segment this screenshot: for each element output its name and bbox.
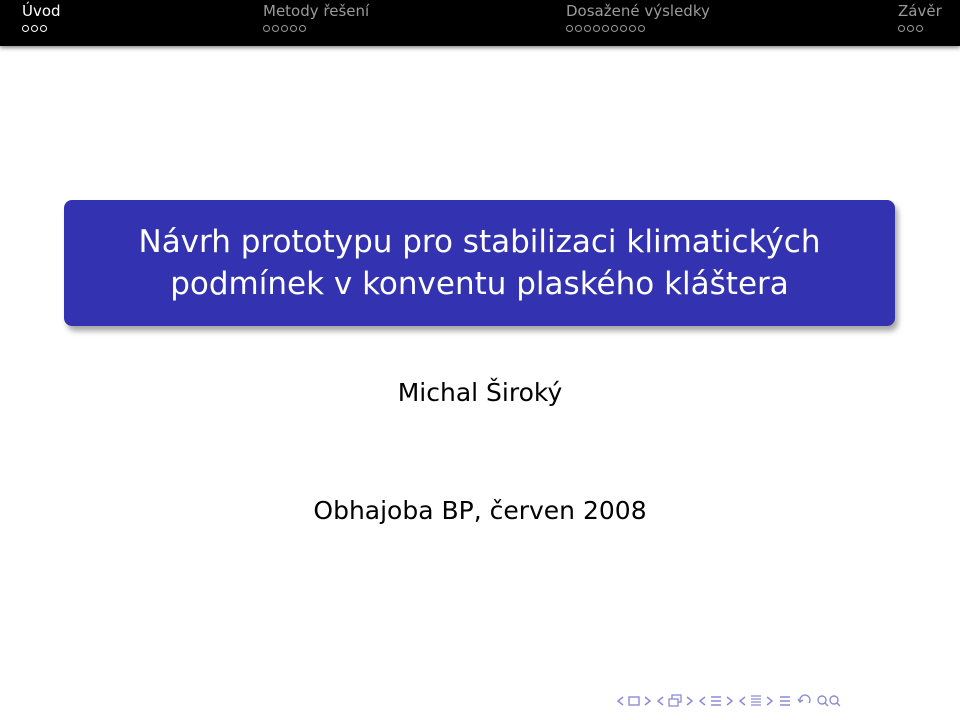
frame-icon[interactable] (627, 694, 641, 708)
nav-section-dots[interactable] (566, 25, 710, 32)
frame-dot[interactable] (602, 25, 609, 32)
section-icon[interactable] (778, 694, 792, 708)
subsection-icon[interactable] (667, 694, 683, 708)
frame-dot[interactable] (263, 25, 270, 32)
nav-section-dots[interactable] (263, 25, 369, 32)
back-icon[interactable] (796, 694, 812, 708)
author-name: Michal Široký (397, 378, 563, 407)
nav-section-metody[interactable] (263, 2, 369, 32)
frame-dot[interactable] (281, 25, 288, 32)
subsection-prev-icon[interactable] (656, 694, 665, 708)
navigation-bar (0, 0, 960, 46)
frame-dot[interactable] (638, 25, 645, 32)
title-line-2: podmínek v konventu plaského kláštera (170, 266, 789, 302)
frame-dot[interactable] (611, 25, 618, 32)
beamer-navigation-symbols (616, 694, 844, 708)
frame-dot[interactable] (290, 25, 297, 32)
frame-next-icon[interactable] (643, 694, 652, 708)
nav-section-zaver[interactable] (898, 2, 942, 32)
nav-section-title[interactable]: Metody řešení (263, 2, 370, 20)
nav-section-uvod[interactable] (22, 2, 61, 32)
frame-dot[interactable] (593, 25, 600, 32)
nav-section-title[interactable]: Závěr (898, 2, 942, 20)
frame-dot[interactable] (272, 25, 279, 32)
subsection-next-icon[interactable] (685, 694, 694, 708)
frame-dot[interactable] (584, 25, 591, 32)
frame-dot[interactable] (575, 25, 582, 32)
nav-section-dots[interactable] (898, 25, 942, 32)
title-line-1: Návrh prototypu pro stabilizaci klimatických (138, 224, 821, 260)
frame-prev-icon[interactable] (616, 694, 625, 708)
section-next-icon[interactable] (725, 694, 734, 708)
section-icon[interactable] (709, 694, 723, 708)
frame-dot[interactable] (31, 25, 38, 32)
frame-dot[interactable] (629, 25, 636, 32)
frame-dot[interactable] (907, 25, 914, 32)
frame-dot[interactable] (22, 25, 29, 32)
frame-dot[interactable] (40, 25, 47, 32)
frame-dot[interactable] (898, 25, 905, 32)
search-icon[interactable] (814, 694, 844, 708)
nav-section-title[interactable]: Dosažené výsledky (566, 2, 710, 20)
title-box (64, 200, 895, 326)
frame-dot[interactable] (620, 25, 627, 32)
presentation-date: Obhajoba BP, červen 2008 (313, 496, 647, 525)
nav-section-title[interactable]: Úvod (22, 2, 61, 20)
doc-icon[interactable] (749, 694, 763, 708)
doc-prev-icon[interactable] (738, 694, 747, 708)
doc-next-icon[interactable] (765, 694, 774, 708)
nav-section-dots[interactable] (22, 25, 61, 32)
frame-dot[interactable] (916, 25, 923, 32)
frame-dot[interactable] (299, 25, 306, 32)
section-prev-icon[interactable] (698, 694, 707, 708)
nav-section-vysledky[interactable] (566, 2, 710, 32)
frame-dot[interactable] (566, 25, 573, 32)
